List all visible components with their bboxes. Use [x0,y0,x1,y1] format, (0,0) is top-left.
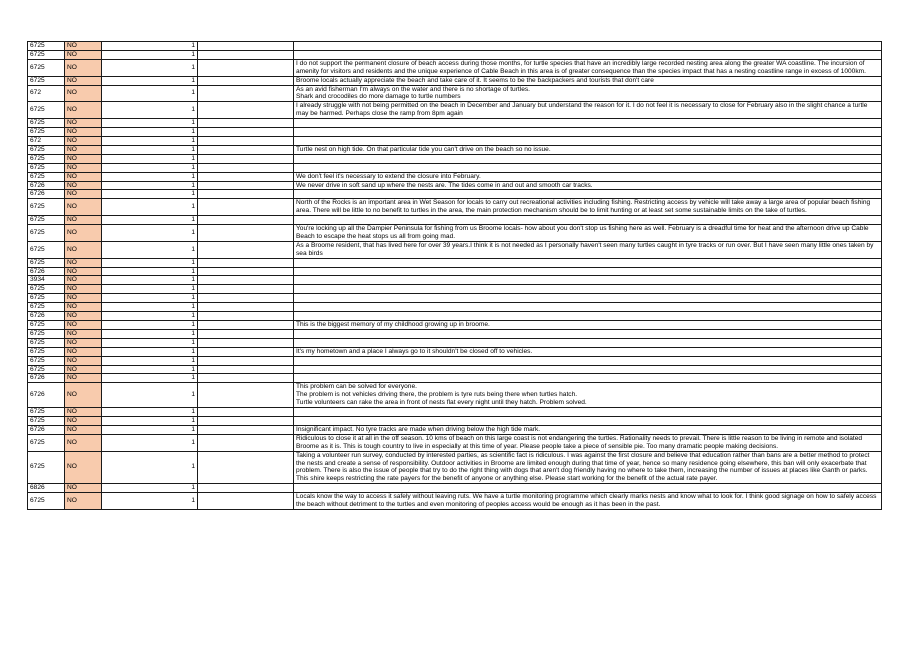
postcode-cell: 6725 [28,408,65,417]
comment-cell: Insignificant impact. No tyre tracks are made when driving below the high tide mark. [294,425,882,434]
count-cell: 1 [102,128,198,137]
empty-cell [198,145,294,154]
empty-cell [198,303,294,312]
postcode-cell: 6725 [28,321,65,330]
empty-cell [198,216,294,225]
postcode-cell: 6725 [28,199,65,216]
answer-cell: NO [65,329,102,338]
postcode-cell: 6725 [28,294,65,303]
comment-cell: I already struggle with not being permitted on the beach in December and January but understand the reason for it. I do not feel it is necessary to close for February also in the slight chance a turtle may be harmed. Perhaps close the ramp from 8pm again [294,102,882,119]
answer-cell: NO [65,312,102,321]
count-cell: 1 [102,42,198,51]
postcode-cell: 6725 [28,76,65,85]
table-row [28,258,882,267]
empty-cell [198,258,294,267]
count-cell: 1 [102,154,198,163]
postcode-cell: 6726 [28,374,65,383]
comment-cell [294,408,882,417]
empty-cell [198,365,294,374]
comment-cell: Broome locals actually appreciate the beach and take care of it. It seems to be the backpackers and tourists that don't care [294,76,882,85]
postcode-cell: 6725 [28,225,65,242]
postcode-cell: 6726 [28,425,65,434]
table-row [28,347,882,356]
empty-cell [198,181,294,190]
count-cell: 1 [102,374,198,383]
postcode-cell: 6726 [28,267,65,276]
table-row [28,294,882,303]
table-row [28,356,882,365]
answer-cell: NO [65,267,102,276]
empty-cell [198,163,294,172]
postcode-cell: 6725 [28,59,65,76]
answer-cell: NO [65,408,102,417]
table-row [28,493,882,510]
count-cell: 1 [102,365,198,374]
table-row [28,181,882,190]
empty-cell [198,434,294,451]
postcode-cell: 6725 [28,172,65,181]
comment-cell [294,338,882,347]
table-row [28,119,882,128]
count-cell: 1 [102,241,198,258]
postcode-cell: 6725 [28,163,65,172]
comment-cell [294,154,882,163]
comment-cell: As a Broome resident, that has lived here for over 39 years.I think it is not needed as I personally haven't seen many turtles caught in tyre tracks or run over. But I have seen many little ones taken by sea birds [294,241,882,258]
postcode-cell: 6725 [28,356,65,365]
comment-cell: You're locking up all the Dampier Peninsula for fishing from us Broome locals- how about you don't stop us fishing here as well. February is a dreadful time for heat and the afternoon drive up Cable Beach to escape the heat stops us all from going mad. [294,225,882,242]
empty-cell [198,172,294,181]
postcode-cell: 6725 [28,102,65,119]
postcode-cell: 6725 [28,329,65,338]
postcode-cell: 6725 [28,493,65,510]
table-row [28,408,882,417]
table-row [28,434,882,451]
comment-cell [294,484,882,493]
answer-cell: NO [65,365,102,374]
postcode-cell: 6725 [28,258,65,267]
empty-cell [198,50,294,59]
answer-cell: NO [65,493,102,510]
count-cell: 1 [102,85,198,102]
postcode-cell: 6725 [28,434,65,451]
table-row [28,285,882,294]
count-cell: 1 [102,356,198,365]
empty-cell [198,493,294,510]
empty-cell [198,347,294,356]
answer-cell: NO [65,59,102,76]
empty-cell [198,267,294,276]
count-cell: 1 [102,181,198,190]
answer-cell: NO [65,85,102,102]
answer-cell: NO [65,425,102,434]
postcode-cell: 6725 [28,42,65,51]
postcode-cell: 6725 [28,145,65,154]
count-cell: 1 [102,76,198,85]
answer-cell: NO [65,276,102,285]
answer-cell: NO [65,145,102,154]
postcode-cell: 6725 [28,285,65,294]
count-cell: 1 [102,267,198,276]
count-cell: 1 [102,312,198,321]
count-cell: 1 [102,484,198,493]
count-cell: 1 [102,493,198,510]
empty-cell [198,59,294,76]
answer-cell: NO [65,50,102,59]
answer-cell: NO [65,181,102,190]
empty-cell [198,451,294,484]
empty-cell [198,329,294,338]
comment-cell [294,42,882,51]
comment-cell [294,416,882,425]
comment-cell [294,356,882,365]
table-row [28,425,882,434]
answer-cell: NO [65,434,102,451]
postcode-cell: 3934 [28,276,65,285]
comment-cell: North of the Rocks is an important area in Wet Season for locals to carry out recreational activities including fishing. Restricting access by vehicle will take away a large area of popular beach fishing area. There will be little to no benefit to turtles in the area, the main protection mechanism should be to limit hunting or at least set some sustainable limits on the take of turtles. [294,199,882,216]
comment-cell: Taking a volunteer run survey, conducted by interested parties, as scientific fact is ridiculous. I was against the first closure and believe that education rather than bans are a better method to protect the nests and create a sense of responsibility. Outdoor activities in Broome are limited enough during that time of year, hence so many residence going elsewhere, this ban will only exacerbate that problem. There is also the issue of people that try to do the right thing with dogs that aren't dog friendly having no where to take them, increasing the number of issues at places like Ganth or parks. This shire keeps restricting the rate payers for the benefit of anyone or anything else. Please start working for the benefit of the actual rate payer. [294,451,882,484]
table-row [28,241,882,258]
empty-cell [198,190,294,199]
empty-cell [198,136,294,145]
postcode-cell: 6725 [28,50,65,59]
postcode-cell: 6826 [28,484,65,493]
comment-cell [294,303,882,312]
comment-cell [294,190,882,199]
empty-cell [198,408,294,417]
table-row [28,136,882,145]
count-cell: 1 [102,321,198,330]
table-row [28,163,882,172]
answer-cell: NO [65,451,102,484]
empty-cell [198,338,294,347]
postcode-cell: 6726 [28,312,65,321]
empty-cell [198,416,294,425]
table-row [28,267,882,276]
table-row [28,276,882,285]
empty-cell [198,241,294,258]
answer-cell: NO [65,241,102,258]
count-cell: 1 [102,190,198,199]
table-row [28,102,882,119]
count-cell: 1 [102,434,198,451]
count-cell: 1 [102,59,198,76]
comment-cell: It's my hometown and a place I always go to it shouldn't be closed off to vehicles. [294,347,882,356]
answer-cell: NO [65,102,102,119]
postcode-cell: 6725 [28,451,65,484]
table-row [28,365,882,374]
count-cell: 1 [102,276,198,285]
empty-cell [198,225,294,242]
table-row [28,42,882,51]
table-row [28,225,882,242]
comment-cell [294,329,882,338]
postcode-cell: 672 [28,85,65,102]
postcode-cell: 672 [28,136,65,145]
count-cell: 1 [102,50,198,59]
count-cell: 1 [102,451,198,484]
table-row [28,321,882,330]
answer-cell: NO [65,216,102,225]
count-cell: 1 [102,285,198,294]
count-cell: 1 [102,258,198,267]
comment-cell [294,128,882,137]
comment-cell: We don't feel it's necessary to extend the closure into February. [294,172,882,181]
comment-cell: Ridiculous to close it at all in the off season. 10 kms of beach on this large coast is not endangering the turtles. Rationality needs to prevail. There is little reason to be living in remote and isolated Broome as it is. This is tough country to live in especially at this time of year. Please people take a piece of sensible pie. Too many dramatic people making decisions. [294,434,882,451]
comment-cell [294,119,882,128]
table-row [28,199,882,216]
answer-cell: NO [65,199,102,216]
count-cell: 1 [102,408,198,417]
comment-cell: Locals know the way to access it safely without leaving ruts. We have a turtle monitoring programme which clearly marks nests and know what to look for. I think good signage on how to safely access the beach without detriment to the turtles and even monitoring of peoples access would be enough as it has been in the past. [294,493,882,510]
comment-cell: As an avid fisherman I'm always on the water and there is no shortage of turtles. Shark and crocodiles do more damage to turtle numbers [294,85,882,102]
postcode-cell: 6725 [28,216,65,225]
table-row [28,338,882,347]
comment-cell [294,50,882,59]
answer-cell: NO [65,119,102,128]
empty-cell [198,383,294,408]
table-row [28,59,882,76]
comment-cell [294,276,882,285]
postcode-cell: 6726 [28,190,65,199]
table-row [28,329,882,338]
empty-cell [198,321,294,330]
comment-cell: We never drive in soft sand up where the nests are. The tides come in and out and smooth car tracks. [294,181,882,190]
empty-cell [198,42,294,51]
comment-cell: This is the biggest memory of my childhood growing up in broome. [294,321,882,330]
comment-cell [294,365,882,374]
table-row [28,303,882,312]
answer-cell: NO [65,172,102,181]
table-row [28,484,882,493]
count-cell: 1 [102,102,198,119]
empty-cell [198,119,294,128]
count-cell: 1 [102,145,198,154]
empty-cell [198,154,294,163]
postcode-cell: 6726 [28,181,65,190]
table-row [28,128,882,137]
empty-cell [198,76,294,85]
empty-cell [198,374,294,383]
count-cell: 1 [102,416,198,425]
table-row [28,172,882,181]
postcode-cell: 6725 [28,241,65,258]
answer-cell: NO [65,163,102,172]
postcode-cell: 6725 [28,154,65,163]
count-cell: 1 [102,136,198,145]
empty-cell [198,312,294,321]
comment-cell: I do not support the permanent closure of beach access during those months, for turtle species that have an incredibly large recorded nesting area along the greater WA coastline. The incursion of amenity for visitors and residents and the unique experience of Cable Beach in this area is of greater consequence than the species impact that has a nesting coastline range in excess of 1000km. [294,59,882,76]
count-cell: 1 [102,119,198,128]
comment-cell [294,267,882,276]
count-cell: 1 [102,199,198,216]
comment-cell [294,216,882,225]
answer-cell: NO [65,154,102,163]
answer-cell: NO [65,374,102,383]
postcode-cell: 6725 [28,303,65,312]
count-cell: 1 [102,383,198,408]
count-cell: 1 [102,216,198,225]
comment-cell [294,163,882,172]
postcode-cell: 6725 [28,365,65,374]
table-row [28,312,882,321]
empty-cell [198,425,294,434]
answer-cell: NO [65,285,102,294]
count-cell: 1 [102,294,198,303]
postcode-cell: 6725 [28,347,65,356]
table-row [28,145,882,154]
table-row [28,154,882,163]
comment-cell [294,285,882,294]
answer-cell: NO [65,338,102,347]
answer-cell: NO [65,128,102,137]
empty-cell [198,276,294,285]
comment-cell [294,312,882,321]
answer-cell: NO [65,258,102,267]
answer-cell: NO [65,42,102,51]
table-row [28,85,882,102]
answer-cell: NO [65,225,102,242]
count-cell: 1 [102,338,198,347]
comment-cell [294,374,882,383]
survey-response-table [27,41,882,510]
comment-cell [294,136,882,145]
answer-cell: NO [65,294,102,303]
table-row [28,190,882,199]
table-row [28,76,882,85]
empty-cell [198,294,294,303]
answer-cell: NO [65,383,102,408]
comment-cell [294,258,882,267]
empty-cell [198,356,294,365]
answer-cell: NO [65,321,102,330]
postcode-cell: 6726 [28,383,65,408]
survey-response-rows [28,42,882,510]
count-cell: 1 [102,329,198,338]
comment-cell [294,294,882,303]
answer-cell: NO [65,136,102,145]
empty-cell [198,285,294,294]
table-row [28,416,882,425]
count-cell: 1 [102,425,198,434]
comment-cell: This problem can be solved for everyone. The problem is not vehicles driving there, the problem is tyre ruts being there when turtles hatch. Turtle volunteers can rake the area in front of nests flat every night until they hatch. Problem solved. [294,383,882,408]
empty-cell [198,128,294,137]
answer-cell: NO [65,76,102,85]
postcode-cell: 6725 [28,128,65,137]
answer-cell: NO [65,347,102,356]
answer-cell: NO [65,484,102,493]
answer-cell: NO [65,356,102,365]
answer-cell: NO [65,416,102,425]
postcode-cell: 6725 [28,338,65,347]
answer-cell: NO [65,303,102,312]
count-cell: 1 [102,163,198,172]
table-row [28,216,882,225]
empty-cell [198,484,294,493]
count-cell: 1 [102,225,198,242]
table-row [28,50,882,59]
table-row [28,374,882,383]
count-cell: 1 [102,347,198,356]
count-cell: 1 [102,303,198,312]
comment-cell: Turtle nest on high tide. On that particular tide you can't drive on the beach so no issue. [294,145,882,154]
table-row [28,451,882,484]
count-cell: 1 [102,172,198,181]
answer-cell: NO [65,190,102,199]
postcode-cell: 6725 [28,416,65,425]
empty-cell [198,102,294,119]
empty-cell [198,199,294,216]
empty-cell [198,85,294,102]
postcode-cell: 6725 [28,119,65,128]
table-row [28,383,882,408]
